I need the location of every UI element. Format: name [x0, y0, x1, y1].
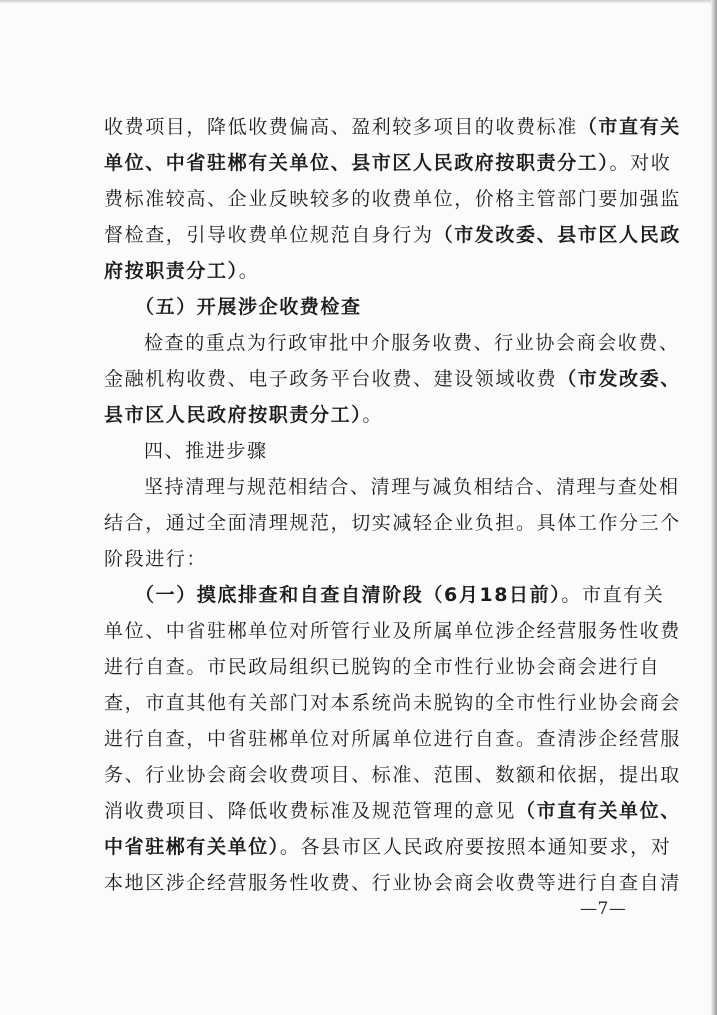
text-run: 。市直有关 [561, 584, 665, 606]
scan-edge-shadow [711, 0, 717, 1015]
text-line-7 [144, 326, 704, 360]
stage-heading-1 [135, 578, 695, 612]
text-line-17 [104, 686, 681, 720]
text-run: 。各县市区人民政府要按照本通知要求，对 [279, 836, 672, 858]
text-line-18 [104, 722, 681, 756]
bold-text-run: 府按职责分工） [104, 260, 239, 282]
text-line-21 [104, 830, 672, 864]
text-run: 费标准较高、企业反映较多的收费单位，价格主管部门要加强监 [104, 188, 681, 210]
text-run: 。对收 [609, 152, 672, 174]
page-number: —7— [580, 899, 627, 919]
text-line-11 [144, 470, 704, 504]
text-run: 进行自查。市民政局组织已脱钩的全市性行业协会商会进行自 [104, 656, 661, 678]
bold-text-run: （市直有关 [577, 116, 681, 138]
text-run: 督检查，引导收费单位规范自身行为 [104, 224, 434, 246]
text-line-15 [104, 614, 681, 648]
text-run: 结合，通过全面清理规范，切实减轻企业负担。具体工作分三个 [104, 512, 681, 534]
text-line-12 [104, 506, 681, 540]
text-line-5 [104, 254, 664, 288]
section-heading-4 [144, 434, 704, 468]
text-line-2 [104, 146, 672, 180]
text-run: 。 [362, 404, 383, 426]
bold-text-run: 中省驻郴有关单位） [104, 836, 280, 858]
text-line-19 [104, 758, 681, 792]
text-line-4 [104, 218, 681, 252]
text-run: 。 [238, 260, 260, 282]
text-run: 务、行业协会商会收费项目、标准、范围、数额和依据，提出取 [104, 764, 681, 786]
bold-text-run: （一）摸底排查和自查自清阶段（6月18日前） [135, 584, 562, 606]
text-line-9 [104, 398, 664, 432]
bold-text-run: （市发改委、 [557, 368, 681, 390]
text-line-8 [104, 362, 681, 396]
text-line-16 [104, 650, 664, 684]
section-heading-5 [135, 290, 695, 324]
text-run: 本地区涉企经营服务性收费、行业协会商会收费等进行自查自清 [104, 872, 681, 894]
text-line-22 [104, 866, 681, 900]
text-run: 消收费项目、降低收费标准及规范管理的意见 [104, 800, 517, 822]
bold-text-run: 单位、中省驻郴有关单位、县市区人民政府按职责分工） [104, 152, 610, 174]
bold-text-run: 县市区人民政府按职责分工） [104, 404, 363, 426]
text-run: 四、推进步骤 [144, 440, 268, 462]
text-run: 单位、中省驻郴单位对所管行业及所属单位涉企经营服务性收费 [104, 620, 681, 642]
text-run: 收费项目，降低收费偏高、盈利较多项目的收费标准 [104, 116, 578, 138]
text-line-13 [104, 542, 664, 576]
text-run: 坚持清理与规范相结合、清理与减负相结合、清理与查处相 [144, 476, 680, 498]
text-run: 检查的重点为行政审批中介服务收费、行业协会商会收费、 [144, 332, 680, 354]
bold-text-run: （市直有关单位、 [516, 800, 681, 822]
text-run: 进行自查，中省驻郴单位对所属单位进行自查。查清涉企经营服 [104, 728, 681, 750]
scan-top-shadow [0, 0, 717, 4]
text-line-20 [104, 794, 681, 828]
bold-text-run: （五）开展涉企收费检查 [135, 296, 362, 318]
bold-text-run: （市发改委、县市区人民政 [433, 224, 681, 246]
text-run: 阶段进行： [104, 548, 208, 570]
text-line-1 [104, 110, 681, 144]
text-run: 查，市直其他有关部门对本系统尚未脱钩的全市性行业协会商会 [104, 692, 681, 714]
text-run: 金融机构收费、电子政务平台收费、建设领域收费 [104, 368, 558, 390]
text-line-3 [104, 182, 681, 216]
